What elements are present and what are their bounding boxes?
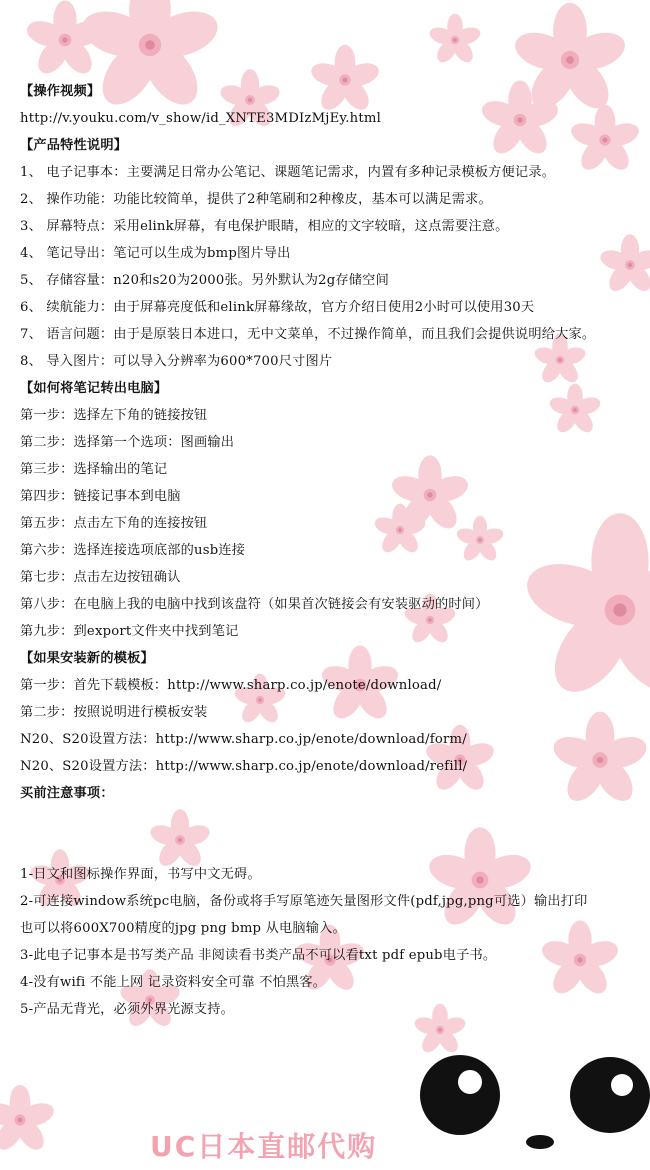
video-link[interactable]: http://v.youku.com/v_show/id_XNTE3MDIzMjEy.html xyxy=(20,111,381,126)
template-step: N20、S20设置方法：http://www.sharp.co.jp/enote/download/refill/ xyxy=(20,759,468,774)
feature-item: 5、 存储容量：n20和s20为2000张。另外默认为2g存储空间 xyxy=(20,273,389,288)
export-step: 第四步：链接记事本到电脑 xyxy=(20,489,181,504)
video-section-header: 【操作视频】 xyxy=(20,84,101,99)
shop-watermark: UC日本直邮代购 xyxy=(150,1130,378,1163)
feature-item: 4、 笔记导出：笔记可以生成为bmp图片导出 xyxy=(20,246,291,261)
blank-line xyxy=(20,807,635,834)
template-step: 第二步：按照说明进行模板安装 xyxy=(20,705,208,720)
export-step: 第五步：点击左下角的连接按钮 xyxy=(20,516,208,531)
feature-item: 1、 电子记事本：主要满足日常办公笔记、课题笔记需求，内置有多种记录模板方便记录。 xyxy=(20,165,556,180)
export-step: 第七步：点击左边按钮确认 xyxy=(20,570,181,585)
product-description xyxy=(20,78,635,1023)
notes-section-header: 买前注意事项： xyxy=(20,786,114,801)
note-item: 4-没有wifi 不能上网 记录资料安全可靠 不怕黑客。 xyxy=(20,975,327,990)
export-step: 第二步：选择第一个选项：图画输出 xyxy=(20,435,235,450)
feature-item: 2、 操作功能：功能比较简单，提供了2种笔刷和2种橡皮，基本可以满足需求。 xyxy=(20,192,492,207)
export-section-header: 【如何将笔记转出电脑】 xyxy=(20,381,168,396)
note-item: 5-产品无背光，必须外界光源支持。 xyxy=(20,1002,235,1017)
template-section-header: 【如果安装新的模板】 xyxy=(20,651,154,666)
feature-item: 6、 续航能力：由于屏幕亮度低和elink屏幕缘故，官方介绍日使用2小时可以使用30天 xyxy=(20,300,535,315)
note-item: 也可以将600X700精度的jpg png bmp 从电脑输入。 xyxy=(20,921,346,936)
feature-item: 7、 语言问题：由于是原装日本进口，无中文菜单，不过操作简单，而且我们会提供说明给大家。 xyxy=(20,327,596,342)
export-step: 第一步：选择左下角的链接按钮 xyxy=(20,408,208,423)
template-step: N20、S20设置方法：http://www.sharp.co.jp/enote/download/form/ xyxy=(20,732,467,747)
features-section-header: 【产品特性说明】 xyxy=(20,138,128,153)
cartoon-eyes-icon xyxy=(420,1055,650,1149)
note-item: 3-此电子记事本是书写类产品 非阅读看书类产品不可以看txt pdf epub电子书。 xyxy=(20,948,497,963)
note-item: 2-可连接window系统pc电脑，备份或将手写原笔迹矢量图形文件(pdf,jpg,png可选）输出打印 xyxy=(20,894,588,909)
export-step: 第九步：到export文件夹中找到笔记 xyxy=(20,624,239,639)
export-step: 第三步：选择输出的笔记 xyxy=(20,462,168,477)
template-step: 第一步：首先下载模板：http://www.sharp.co.jp/enote/download/ xyxy=(20,678,442,693)
export-step: 第六步：选择连接选项底部的usb连接 xyxy=(20,543,246,558)
blank-line xyxy=(20,834,635,861)
note-item: 1-日文和图标操作界面，书写中文无碍。 xyxy=(20,867,261,882)
feature-item: 3、 屏幕特点：采用elink屏幕，有电保护眼睛，相应的文字较暗，这点需要注意。 xyxy=(20,219,509,234)
export-step: 第八步：在电脑上我的电脑中找到该盘符（如果首次链接会有安装驱动的时间） xyxy=(20,597,489,612)
feature-item: 8、 导入图片：可以导入分辨率为600*700尺寸图片 xyxy=(20,354,333,369)
